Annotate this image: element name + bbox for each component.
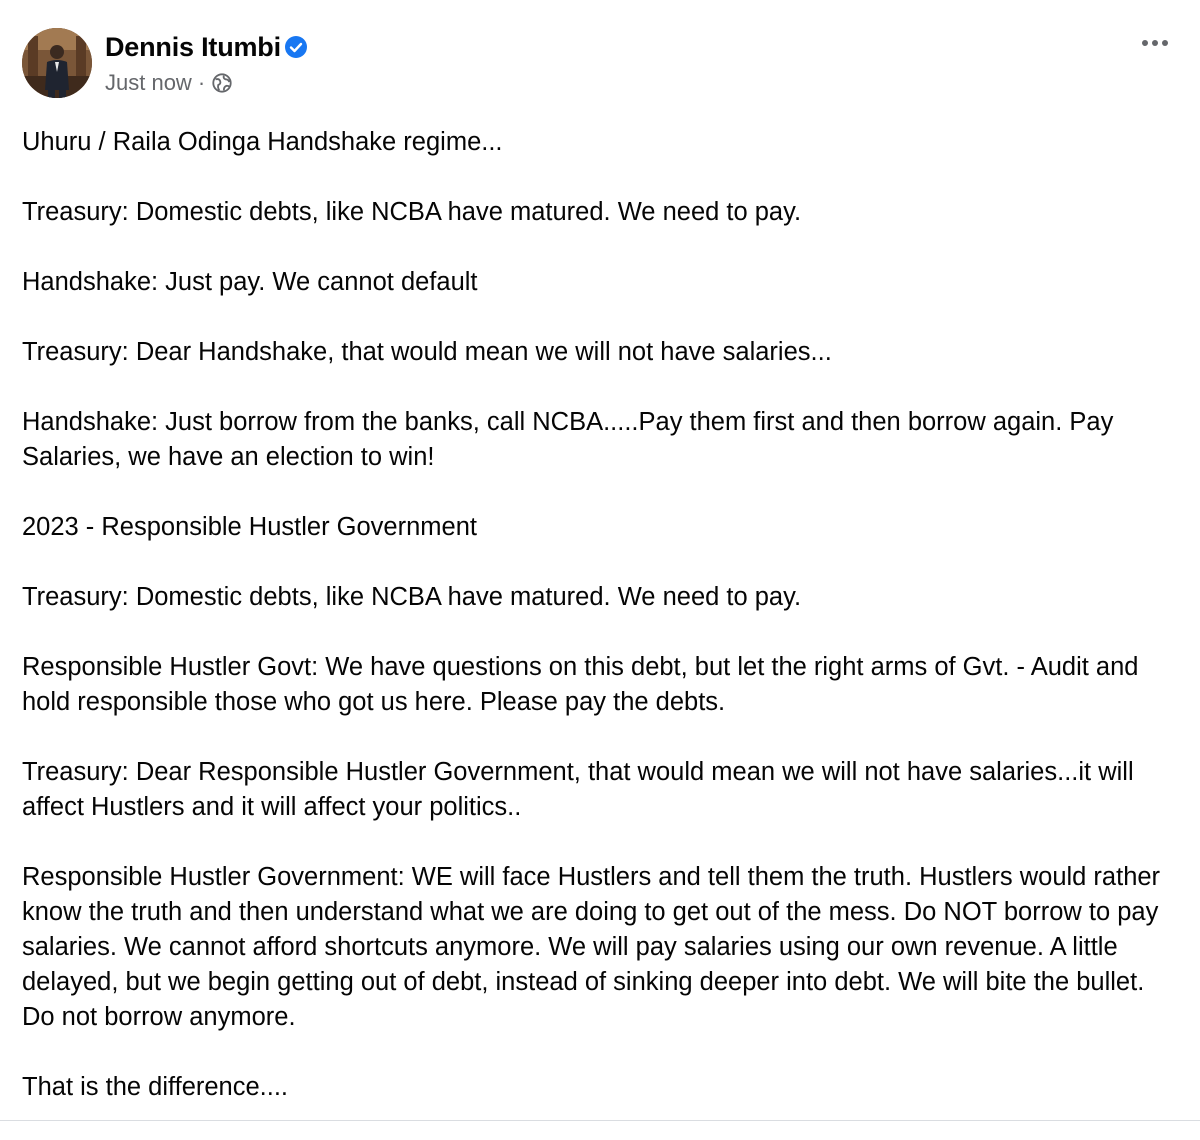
post-paragraph: Treasury: Domestic debts, like NCBA have matured. We need to pay. <box>22 198 802 226</box>
divider <box>0 1120 1200 1121</box>
post-paragraph: Treasury: Domestic debts, like NCBA have matured. We need to pay. <box>22 583 802 611</box>
post-meta <box>105 70 233 96</box>
profile-photo-icon <box>22 28 92 98</box>
author-name[interactable]: Dennis Itumbi <box>105 32 281 62</box>
timestamp[interactable]: Just now <box>105 70 192 95</box>
post-paragraph: Responsible Hustler Government: WE will face Hustlers and tell them the truth. Hustlers would rather know the truth and then understand what we are doing to get out of the mess. Do NOT borrow to pay salaries. We cannot afford shortcuts anymore. We will pay salaries using our own revenue. A little delayed, but we begin getting out of debt, instead of sinking deeper into debt. We will bite the bullet. Do not borrow anymore. <box>22 863 1161 1031</box>
more-options-icon[interactable] <box>1140 36 1170 50</box>
avatar[interactable] <box>22 28 92 98</box>
post-header <box>22 28 1182 103</box>
post-paragraph: Handshake: Just pay. We cannot default <box>22 268 478 296</box>
post-paragraph: Handshake: Just borrow from the banks, call NCBA.....Pay them first and then borrow again. Pay Salaries, we have an election to win! <box>22 408 1114 471</box>
post-paragraph: That is the difference.... <box>22 1073 289 1101</box>
post-paragraph: Uhuru / Raila Odinga Handshake regime... <box>22 128 503 156</box>
meta-separator: · <box>197 70 206 95</box>
post-paragraph: 2023 - Responsible Hustler Government <box>22 513 477 541</box>
post-paragraph: Responsible Hustler Govt: We have questions on this debt, but let the right arms of Gvt. - Audit and hold responsible those who got us here. Please pay the debts. <box>22 653 1139 716</box>
verified-badge-icon <box>284 35 308 59</box>
post-paragraph: Treasury: Dear Handshake, that would mean we will not have salaries... <box>22 338 832 366</box>
globe-icon[interactable] <box>211 72 233 94</box>
post-paragraph: Treasury: Dear Responsible Hustler Government, that would mean we will not have salaries...it will affect Hustlers and it will affect your politics.. <box>22 758 1134 821</box>
post-text <box>22 125 1182 1140</box>
